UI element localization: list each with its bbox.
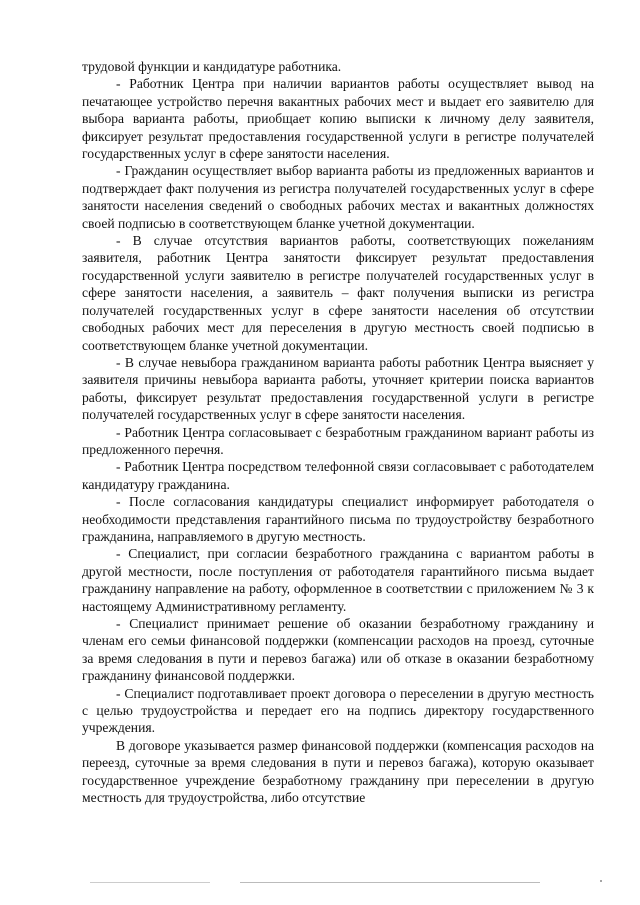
- paragraph-agreement-terms: В договоре указывается размер финансовой поддержки (компенсация расходов на переезд, суточные за время следования в пути и перевоз багажа), которую оказывает государственное учреждение безработному гражданину при переселении в другую местность для трудоустройства, либо отсутствие: [82, 737, 594, 806]
- paragraph-draft-agreement: - Специалист подготавливает проект договора о переселении в другую местность с целью трудоустройства и передает его на подпись директору государственного учреждения.: [82, 685, 594, 736]
- paragraph-citizen-choice: - Гражданин осуществляет выбор варианта работы из предложенных вариантов и подтверждает факт получения из регистра получателей государственных услуг в сфере занятости населения сведений о свободных рабочих местах и вакантных должностях своей подписью в соответствующем бланке учетной документации.: [82, 163, 594, 231]
- paragraph-no-choice: - В случае невыбора гражданином варианта работы работник Центра выясняет у заявителя причины невыбора варианта работы, уточняет критерии поиска вариантов работы, фиксирует результат предоставления государственной услуги в регистре получателей государственных услуг в сфере занятости населения.: [82, 354, 594, 423]
- paragraph-guarantee-letter: - После согласования кандидатуры специалист информирует работодателя о необходимости представления гарантийного письма по трудоустройству безработного гражданина, направляемого в другую местность.: [82, 494, 594, 544]
- paragraph-vacancy-output: - Работник Центра при наличии вариантов работы осуществляет вывод на печатающее устройство перечня вакантных рабочих мест и выдает его заявителю для выбора варианта работы, приобщает копию выписки к личному делу заявителя, фиксирует результат предоставления государственной услуги в регистре получателей государственных услуг в сфере занятости населения.: [82, 76, 594, 162]
- paragraph-phone-employer: - Работник Центра посредством телефонной связи согласовывает с работодателем кандидатуру гражданина.: [82, 459, 594, 492]
- scan-speck: [600, 880, 602, 882]
- paragraph-referral: - Специалист, при согласии безработного гражданина с вариантом работы в другой местности, после поступления от работодателя гарантийного письма выдает гражданину направление на работу, оформленное в соответствии с приложением № 3 к настоящему Административному регламенту.: [82, 546, 594, 614]
- paragraph-no-vacancies: - В случае отсутствия вариантов работы, соответствующих пожеланиям заявителя, работник Центра занятости фиксирует результат предоставления государственной услуги заявителю в регистре получателей государственных услуг в сфере занятости населения, а заявитель – факт получения выписки из регистра получателей государственных услуг в сфере занятости населения об отсутствии свободных рабочих мест для переселения в другую местность своей подписью в соответствующем бланке учетной документации.: [82, 233, 594, 353]
- paragraph-financial-decision: - Специалист принимает решение об оказании безработному гражданину и членам его семьи финансовой поддержки (компенсации расходов на проезд, суточные за время следования в пути и перевоз багажа) или об отказе в оказании безработному гражданину финансовой поддержки.: [82, 616, 594, 684]
- paragraph-continuation: трудовой функции и кандидатуре работника.: [82, 59, 342, 74]
- paragraph-agree-variant: - Работник Центра согласовывает с безработным гражданином вариант работы из предложенного перечня.: [82, 424, 594, 457]
- scan-artifact-line: [240, 882, 540, 883]
- scan-artifact-line: [90, 882, 210, 883]
- document-body: [82, 58, 594, 806]
